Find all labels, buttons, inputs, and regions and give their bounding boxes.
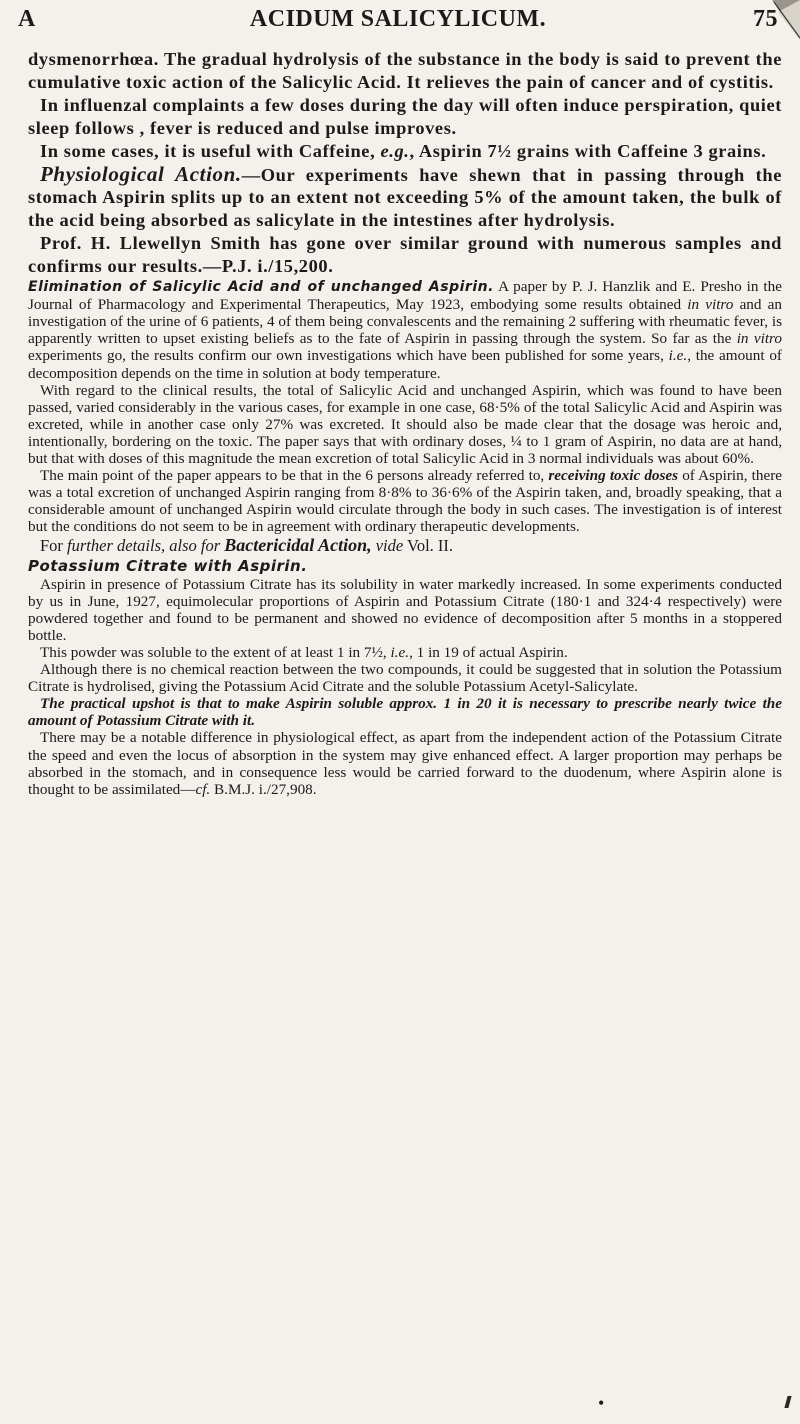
caffeine-text-a: In some cases, it is useful with Caffeine,	[40, 140, 381, 161]
paragraph-llewellyn-smith: Prof. H. Llewellyn Smith has gone over similar ground with numerous samples and confirms our results.—P.J. i./15,200.	[28, 233, 782, 277]
paragraph-physiological-action	[28, 163, 782, 233]
paragraph-potassium-citrate-heading	[28, 558, 782, 575]
page-title: ACIDUM SALICYLICUM.	[249, 6, 547, 32]
page-body	[28, 48, 782, 798]
paragraph-main-point	[28, 467, 782, 535]
powder-text-b: , 1 in 19 of actual Aspirin.	[409, 643, 568, 661]
heading-physiological-action: Physiological Action.	[40, 161, 242, 186]
paragraph-further-details	[28, 535, 782, 556]
margin-mark	[784, 1396, 791, 1408]
elimination-ie: i.e.	[668, 347, 688, 365]
effect-cf: cf.	[195, 780, 211, 798]
footer-mark: •	[598, 1393, 605, 1413]
main-point-text-b: of Aspirin, there was a total excretion of unchanged Aspirin ranging from 8·8% to 36·6% of the Aspirin taken, and, broadly speaking, that a considerable amount of unchanged Aspirin would circulate through the body in such cases. The investigation is of interest but the conditions do not seem to be in agreement with ordinary therapeutic developments.	[28, 467, 782, 536]
effect-text-a: There may be a notable difference in physiological effect, as apart from the independent action of the Potassium Citrate the speed and even the locus of absorption in the system may give enhanced effect. A larger proportion may perhaps be absorbed in the stomach, and in consequence less would be carried forward to the duodenum, where Aspirin alone is thought to be assimilated—	[28, 729, 782, 798]
main-point-emphasis: receiving toxic doses	[548, 467, 679, 485]
caffeine-eg: e.g.	[380, 140, 410, 161]
elimination-in-vitro: in vitro	[687, 296, 734, 314]
paragraph-influenzal: In influenzal complaints a few doses during the day will often induce perspiration, quiet sleep follows , fever is reduced and pulse improves.	[28, 94, 782, 138]
page-corner-fold-icon	[772, 0, 800, 40]
heading-elimination: Elimination of Salicylic Acid and of unchanged Aspirin.	[28, 279, 494, 296]
powder-ie: i.e.	[390, 643, 410, 661]
running-header	[18, 6, 778, 42]
paragraph-elimination	[28, 278, 782, 382]
effect-text-b: B.M.J. i./27,908.	[210, 780, 317, 798]
elimination-text-a: A paper by P. J. Hanzlik and E. Presho in the Journal of Pharmacology and Experimental Therapeutics, May 1923, embodying some results obtained	[28, 278, 782, 314]
elimination-text-d: , the amount of decomposition depends on the time in solution at body temperature.	[28, 347, 782, 382]
paragraph-no-chemical-reaction: Although there is no chemical reaction between the two compounds, it could be suggested that in solution the Potassium Citrate is hydrolised, giving the Potassium Acid Citrate and the soluble Potassium Acetyl-Salicylate.	[28, 661, 782, 696]
heading-potassium-citrate: Potassium Citrate with Aspirin.	[28, 557, 308, 576]
paragraph-dysmenorrhoea: dysmenorrhœa. The gradual hydrolysis of the substance in the body is said to prevent the cumulative toxic action of the Salicylic Acid. It relieves the pain of cancer and of cystitis.	[28, 49, 782, 92]
main-point-text-a: The main point of the paper appears to be that in the 6 persons already referred to,	[40, 467, 549, 485]
paragraph-powder-solubility	[28, 644, 782, 661]
heading-bactericidal-action: Bactericidal Action,	[224, 535, 372, 556]
further-details-vide: vide	[375, 536, 404, 556]
further-details-volume: Vol. II.	[403, 536, 454, 556]
elimination-in-vitro-2: in vitro	[736, 330, 782, 348]
elimination-text-b: and an investigation of the urine of 6 patients, 4 of them being convalescents and the remaining 2 suffering with rheumatic fever, is apparently written to upset existing beliefs as to the fate of Aspirin in passing through the system. So far as the	[28, 296, 783, 348]
paragraph-solubility: Aspirin in presence of Potassium Citrate has its solubility in water markedly increased. In some experiments conducted by us in June, 1927, equimolecular proportions of Aspirin and Potassium Citrate (180·1 and 324·4 respectively) were powdered together and found to be permanent and showed no evidence of decomposition after 5 months in a stoppered bottle.	[28, 575, 782, 644]
page-number: 75	[753, 6, 778, 32]
further-details-for: For	[40, 536, 68, 556]
paragraph-clinical-results: With regard to the clinical results, the total of Salicylic Acid and unchanged Aspirin, which was found to have been passed, varied considerably in the various cases, for example in one case, 68·5% of the total Salicylic Acid and Aspirin was excreted, while in another case only 27% was excreted. It should also be made clear that the dosage was heroic and, intentionally, bordering on the toxic. The paper says that with ordinary doses, ¼ to 1 gram of Aspirin, no data are at hand, but that with doses of this magnitude the mean excretion of total Salicylic Acid in 3 normal individuals was about 60%.	[28, 381, 782, 467]
further-details-emphasis: further details, also for	[67, 536, 221, 556]
paragraph-physiological-effect	[28, 729, 782, 797]
section-letter: A	[18, 6, 36, 32]
powder-text-a: This powder was soluble to the extent of at least 1 in 7½,	[40, 643, 391, 661]
elimination-text-c: experiments go, the results confirm our own investigations which have been published for some years,	[28, 347, 669, 365]
physiological-action-text: —Our experiments have shewn that in passing through the stomach Aspirin splits up to an extent not exceeding 5% of the amount taken, the bulk of the acid being absorbed as salicylate in the intestines after hydrolysis.	[28, 164, 782, 231]
paragraph-practical-upshot: The practical upshot is that to make Aspirin soluble approx. 1 in 20 it is necessary to prescribe nearly twice the amount of Potassium Citrate with it.	[28, 695, 782, 730]
paragraph-caffeine	[28, 140, 782, 163]
caffeine-text-b: , Aspirin 7½ grains with Caffeine 3 grains.	[409, 140, 767, 161]
